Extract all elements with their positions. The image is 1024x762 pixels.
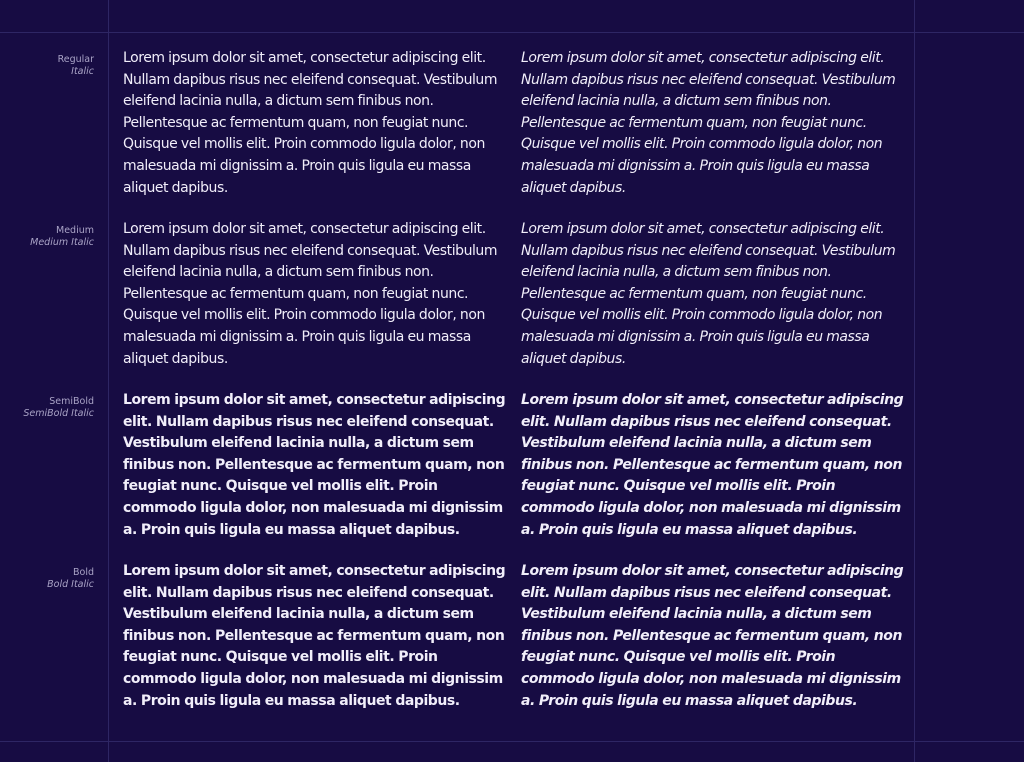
grid-line-right [914,0,915,762]
weight-label [0,225,94,248]
upright-weight-name: Medium [56,225,94,236]
weight-row-semibold [0,342,914,538]
sample-text-upright: Lorem ipsum dolor sit amet, consectetur adipiscing elit. Nullam dapibus risus nec eleifend consequat. Vestibulum eleifend lacinia nulla, a dictum sem finibus non. Pellentesque ac fermentum quam, non feugiat nunc. Quisque vel mollis elit. Proin commodo ligula dolor, non malesuada mi dignissim a. Proin quis ligula eu massa aliquet dapibus. [123,392,506,538]
italic-weight-name: Italic [71,65,94,77]
grid-line-bottom [0,741,1024,742]
sample-text-italic: Lorem ipsum dolor sit amet, consectetur adipiscing elit. Nullam dapibus risus nec eleifend consequat. Vestibulum eleifend lacinia nulla, a dictum sem finibus non. Pellentesque ac fermentum quam, non feugiat nunc. Quisque vel mollis elit. Proin commodo ligula dolor, non malesuada mi dignissim a. Proin quis ligula eu massa aliquet dapibus. [521,563,904,709]
weight-label [0,567,94,590]
sample-text-upright: Lorem ipsum dolor sit amet, consectetur adipiscing elit. Nullam dapibus risus nec eleifend consequat. Vestibulum eleifend lacinia nulla, a dictum sem finibus non. Pellentesque ac fermentum quam, non feugiat nunc. Quisque vel mollis elit. Proin commodo ligula dolor, non malesuada mi dignissim a. Proin quis ligula eu massa aliquet dapibus. [123,563,506,709]
weight-row-regular [0,0,914,196]
sample-text-upright: Lorem ipsum dolor sit amet, consectetur adipiscing elit. Nullam dapibus risus nec eleifend consequat. Vestibulum eleifend lacinia nulla, a dictum sem finibus non. Pellentesque ac fermentum quam, non feugiat nunc. Quisque vel mollis elit. Proin commodo ligula dolor, non malesuada mi dignissim a. Proin quis ligula eu massa aliquet dapibus. [123,50,498,196]
italic-weight-name: Bold Italic [47,578,94,590]
sample-text-upright: Lorem ipsum dolor sit amet, consectetur adipiscing elit. Nullam dapibus risus nec eleifend consequat. Vestibulum eleifend lacinia nulla, a dictum sem finibus non. Pellentesque ac fermentum quam, non feugiat nunc. Quisque vel mollis elit. Proin commodo ligula dolor, non malesuada mi dignissim a. Proin quis ligula eu massa aliquet dapibus. [123,221,498,367]
weight-label [0,396,94,419]
weight-row-medium [0,171,914,367]
upright-weight-name: SemiBold [49,396,94,407]
weight-label [0,54,94,77]
upright-weight-name: Regular [57,54,94,65]
weight-row-bold [0,513,914,709]
sample-text-italic: Lorem ipsum dolor sit amet, consectetur adipiscing elit. Nullam dapibus risus nec eleifend consequat. Vestibulum eleifend lacinia nulla, a dictum sem finibus non. Pellentesque ac fermentum quam, non feugiat nunc. Quisque vel mollis elit. Proin commodo ligula dolor, non malesuada mi dignissim a. Proin quis ligula eu massa aliquet dapibus. [521,50,896,196]
italic-weight-name: Medium Italic [30,236,94,248]
sample-text-italic: Lorem ipsum dolor sit amet, consectetur adipiscing elit. Nullam dapibus risus nec eleifend consequat. Vestibulum eleifend lacinia nulla, a dictum sem finibus non. Pellentesque ac fermentum quam, non feugiat nunc. Quisque vel mollis elit. Proin commodo ligula dolor, non malesuada mi dignissim a. Proin quis ligula eu massa aliquet dapibus. [521,221,896,367]
italic-weight-name: SemiBold Italic [23,407,94,419]
sample-text-italic: Lorem ipsum dolor sit amet, consectetur adipiscing elit. Nullam dapibus risus nec eleifend consequat. Vestibulum eleifend lacinia nulla, a dictum sem finibus non. Pellentesque ac fermentum quam, non feugiat nunc. Quisque vel mollis elit. Proin commodo ligula dolor, non malesuada mi dignissim a. Proin quis ligula eu massa aliquet dapibus. [521,392,904,538]
upright-weight-name: Bold [73,567,94,578]
